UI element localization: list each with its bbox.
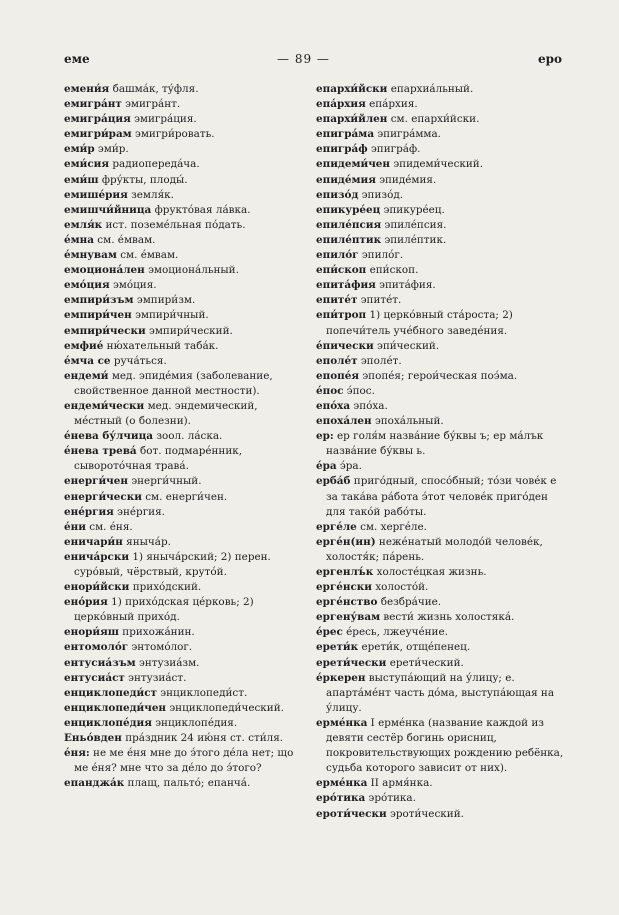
entry-headword: еми́р [64,143,95,156]
dictionary-entry [64,580,308,595]
left-guide-word: еме [64,52,90,66]
entry-headword: ер: [316,430,334,443]
dictionary-entry [316,127,570,142]
dictionary-entry [64,776,308,791]
entry-translation: пра́здник 24 ию́ня ст. сти́ля. [125,732,284,745]
entry-translation: безбра́чие. [380,596,442,609]
dictionary-entry [316,248,570,263]
entry-headword: ено́рия [64,596,108,609]
entry-translation: эпикуре́ец. [383,203,445,216]
right-column [316,82,570,822]
dictionary-entry [316,520,570,535]
entry-headword: ентусиа́ст [64,671,125,684]
entry-headword: ерети́к [316,641,359,654]
entry-translation: I ерме́нка (название каждой из девяти сестёр богинь орисниц, покровительствующих рождению ребёнка, судьба которого зависит от них). [326,716,564,775]
entry-headword: еничáрски [64,550,130,563]
entry-headword: епи́троп [316,309,367,322]
entry-headword: е́нева бу́лчица [64,430,154,443]
entry-translation: зоол. ла́ска. [156,430,223,443]
entry-headword: епопе́я [316,369,360,382]
dictionary-entry [64,188,308,203]
entry-translation: прихо́дский. [132,581,202,594]
right-guide-word: еро [538,52,563,66]
dictionary-entry [64,671,308,686]
entry-translation: эполе́т. [360,354,402,367]
entry-headword: енори́яш [64,626,119,639]
entry-headword: енциклопеди́чен [64,701,167,714]
entry-headword: е́мча се [64,354,111,367]
dictionary-entry [316,640,570,655]
entry-translation: епа́рхия. [369,98,418,111]
entry-translation: е́ресь, лжеуче́ние. [346,626,448,639]
entry-headword: ерме́нка [316,716,368,729]
dictionary-entry [316,263,570,278]
dictionary-entry [64,656,308,671]
entry-translation: мед. эпиде́мия (заболевание, свойственное данной местности). [74,369,273,397]
entry-headword: емпири́зъм [64,294,134,307]
entry-translation: см. епархи́йски. [390,113,480,126]
entry-translation: башма́к, ту́фля. [112,83,199,95]
entry-translation: плащ, пальто́; епанча́. [127,777,251,790]
dictionary-entry [64,399,308,429]
dictionary-entry [64,716,308,731]
entry-headword: емля́к [64,218,103,231]
entry-headword: епиде́мия [316,173,376,186]
entry-headword: епанджа́к [64,777,125,790]
dictionary-entry [316,535,570,565]
entry-headword: е́рес [316,626,343,639]
dictionary-entry [64,505,308,520]
entry-translation: эмпири́ческий. [149,324,233,337]
entry-headword: емпири́чен [64,309,132,322]
entry-headword: ерге́нство [316,596,378,609]
entry-headword: Еньо́вден [64,732,122,745]
entry-translation: энтомо́лог. [131,641,193,654]
entry-translation: эпита́фия. [379,279,436,292]
entry-translation: мед. эндемический, ме́стный (о болезни). [74,399,258,428]
entry-translation: эпи́ческий. [377,339,440,352]
entry-translation: ист. поземе́льная по́дать. [105,218,246,231]
dictionary-entry [64,746,308,776]
entry-headword: е́мна [64,233,94,246]
dictionary-entry [64,731,308,746]
dictionary-entry [316,173,570,188]
dictionary-entry [316,791,570,806]
dictionary-entry [316,429,570,459]
entry-headword: епигра́ма [316,128,375,141]
dictionary-entry [64,248,308,263]
entry-translation: энтузиа́зм. [139,656,200,669]
dictionary-entry [64,595,308,625]
dictionary-entry [64,429,308,444]
entry-headword: енциклопеди́ст [64,686,157,699]
entry-headword: епикуре́ец [316,203,381,216]
dictionary-entry [316,716,570,776]
dictionary-entry [64,218,308,233]
dictionary-entry [316,188,570,203]
entry-headword: ерге́н(ин) [316,535,376,548]
entry-translation: э́пос. [346,384,375,397]
dictionary-entry [316,142,570,157]
dictionary-entry [316,671,570,716]
entry-headword: емоциона́лен [64,264,145,277]
entry-headword: емфие́ [64,339,104,352]
entry-translation: епархиа́льный. [390,83,474,95]
entry-headword: еро́тика [316,792,366,805]
page-header [0,52,619,70]
entry-translation: см. е́мвам. [120,249,179,262]
dictionary-entry [64,263,308,278]
entry-translation: ерети́ческий. [389,656,464,669]
entry-translation: эне́ргия. [117,505,165,518]
entry-headword: епи́скоп [316,264,367,277]
entry-headword: еми́ш [64,173,99,186]
dictionary-entry [64,369,308,399]
dictionary-entry [316,565,570,580]
dictionary-entry [316,776,570,791]
entry-headword: енциклопе́дия [64,716,152,729]
entry-translation: ерети́к, отще́пенец. [361,641,471,654]
dictionary-entry [64,127,308,142]
entry-translation: прихожа́нин. [122,626,195,639]
dictionary-entry [64,490,308,505]
entry-headword: ене́ргия [64,505,114,518]
entry-translation: эпизо́д. [361,188,404,201]
entry-headword: епархи́йлен [316,113,388,126]
entry-translation: эмигра́нт. [125,98,181,111]
entry-translation: холосте́цкая жизнь. [376,566,487,578]
dictionary-entry [316,218,570,233]
entry-translation: 1) янычáрский; 2) перен. суро́вый, чёрствый, круто́й. [74,550,271,578]
entry-translation: ню́хательный таба́к. [106,339,219,352]
dictionary-entry [316,293,570,308]
entry-headword: е́ня: [64,747,90,760]
left-column [64,82,308,791]
entry-translation: эмпири́зм. [136,294,196,307]
dictionary-entry [316,384,570,399]
entry-translation: руча́ться. [113,354,167,367]
entry-headword: ерге́нски [316,581,372,594]
entry-translation: эпигра́ф. [370,143,421,156]
dictionary-entry [316,580,570,595]
dictionary-entry [316,369,570,384]
entry-translation: см. херге́ле. [360,520,427,533]
dictionary-entry [64,444,308,474]
entry-translation: 1) прихо́дская це́рковь; 2) церко́вный прихо́д. [74,596,254,624]
entry-translation: вести́ жизнь холостяка́. [383,611,515,624]
entry-translation: энциклопе́дия. [155,716,238,729]
entry-translation: э́ра. [339,460,362,473]
entry-headword: епиле́псия [316,218,382,231]
entry-translation: приго́дный, спосо́бный; то́зи чове́к е за така́ва ра́бота э́тот челове́к приго́ден для тако́й рабо́ты. [326,475,557,518]
entry-translation: эмигра́ция. [134,113,197,126]
entry-headword: епизо́д [316,188,359,201]
entry-headword: ерба́б [316,475,351,488]
dictionary-entry [316,625,570,640]
entry-translation: эпопе́я; герои́ческая поэ́ма. [362,369,518,382]
entry-headword: еми́сия [64,158,110,171]
dictionary-entry [316,414,570,429]
entry-headword: емигра́нт [64,98,122,111]
entry-translation: эроти́ческий. [390,807,464,820]
entry-headword: епоха́лен [316,415,372,428]
entry-headword: емо́ция [64,279,110,292]
dictionary-entry [64,278,308,293]
entry-translation: фрукто́вая ла́вка. [154,203,251,216]
entry-headword: ергенлъ́к [316,566,374,578]
entry-translation: эпоха́льный. [374,415,444,428]
dictionary-entry [316,112,570,127]
dictionary-entry [64,308,308,323]
entry-translation: II армя́нка. [370,777,433,790]
entry-translation: бот. подмаре́нник, сыворото́чная трава́. [74,445,243,473]
dictionary-entry [64,701,308,716]
entry-headword: е́пос [316,384,344,397]
entry-headword: емени́я [64,83,110,95]
entry-translation: энциклопеди́ст. [160,686,248,699]
entry-headword: епита́фия [316,279,376,292]
dictionary-entry [64,339,308,354]
dictionary-entry [316,595,570,610]
entry-headword: ерети́чески [316,656,387,669]
entry-translation: энтузиа́ст. [128,671,187,684]
entry-translation: холосто́й. [375,581,429,594]
entry-translation: эпидеми́ческий. [393,158,484,171]
dictionary-entry [64,640,308,655]
entry-headword: ерге́ле [316,520,357,533]
entry-headword: е́ра [316,460,337,473]
dictionary-entry [64,157,308,172]
entry-translation: эпиле́птик. [384,233,447,246]
entry-translation: эпо́ха. [353,399,388,412]
dictionary-entry [316,399,570,414]
dictionary-entry [64,112,308,127]
dictionary-entry [64,520,308,535]
dictionary-entry [64,97,308,112]
entry-translation: земля́к. [131,188,174,201]
entry-headword: еполе́т [316,354,358,367]
entry-translation: см. енерги́чен. [145,490,228,503]
dictionary-entry [64,324,308,339]
entry-headword: емише́рия [64,188,128,201]
entry-translation: янычáр. [126,535,171,548]
entry-translation: эпиле́псия. [384,218,447,231]
entry-headword: емигра́ция [64,113,131,126]
dictionary-entry [316,278,570,293]
dictionary-entry [64,293,308,308]
dictionary-entry [316,82,570,97]
dictionary-entry [316,97,570,112]
entry-headword: емишчи́йница [64,203,152,216]
entry-headword: емпири́чески [64,324,146,337]
entry-headword: епа́рхия [316,98,366,111]
dictionary-entry [64,173,308,188]
dictionary-entry [64,474,308,489]
dictionary-entry [316,157,570,172]
dictionary-entry [64,142,308,157]
dictionary-entry [316,233,570,248]
entry-translation: эмоциона́льный. [148,264,239,277]
entry-translation: фру́кты, плоды́. [101,173,188,186]
entry-translation: эмигри́ровать. [135,128,215,141]
entry-translation: неже́натый молодо́й челове́к, холостя́к; па́рень. [326,535,543,563]
entry-headword: енори́йски [64,581,130,594]
entry-headword: епите́т [316,294,358,307]
entry-headword: ерме́нка [316,777,368,790]
entry-headword: ендеми́чески [64,399,145,412]
dictionary-entry [316,203,570,218]
dictionary-entry [64,233,308,248]
dictionary-entry [316,474,570,519]
entry-translation: энерги́чный. [131,475,202,488]
dictionary-entry [64,203,308,218]
entry-headword: епигра́ф [316,143,368,156]
entry-headword: еничари́н [64,535,123,548]
entry-headword: е́мнувам [64,249,117,262]
entry-translation: ер голя́м назва́ние бу́квы ъ; ер ма́лък назва́ние бу́квы ь. [326,430,544,458]
dictionary-entry [316,656,570,671]
dictionary-entry [316,807,570,822]
entry-headword: е́нева трева́ [64,445,137,458]
entry-headword: ероти́чески [316,807,387,820]
dictionary-entry [64,686,308,701]
entry-headword: епиле́птик [316,233,382,246]
entry-translation: эпиде́мия. [379,173,437,186]
dictionary-entry [316,459,570,474]
entry-translation: не ме е́ня мне до э́того де́ла нет; що ме е́ня? мне что за де́ло до э́того? [74,747,294,775]
entry-translation: эми́р. [97,143,129,156]
entry-headword: емигри́рам [64,128,132,141]
dictionary-entry [316,308,570,338]
entry-translation: энциклопеди́ческий. [169,701,284,714]
dictionary-entry [64,535,308,550]
entry-translation: см. е́мвам. [97,233,156,246]
entry-headword: ентусиа́зъм [64,656,136,669]
dictionary-entry [64,550,308,580]
dictionary-entry [64,82,308,97]
entry-headword: ендеми́ [64,369,109,382]
entry-translation: эпите́т. [360,294,402,307]
entry-headword: епархи́йски [316,83,388,95]
entry-translation: выступа́ющий на у́лицу; е. апарта́ме́нт часть до́ма, выступа́ющая на у́лицу. [326,671,555,714]
entry-translation: эпило́г. [361,249,404,262]
entry-headword: епо́ха [316,399,351,412]
dictionary-entry [316,339,570,354]
dictionary-entry [316,354,570,369]
entry-translation: эмпири́чный. [135,309,209,322]
entry-translation: эпигра́мма. [377,128,441,141]
entry-headword: енерги́чен [64,475,128,488]
entry-translation: эмо́ция. [112,279,157,292]
entry-headword: ентомоло́г [64,641,129,654]
entry-headword: е́пически [316,339,374,352]
entry-translation: эро́тика. [368,792,416,805]
dictionary-entry [64,625,308,640]
entry-translation: 1) церко́вный ста́роста; 2) попечи́тель уче́бного заведе́ния. [326,309,513,337]
entry-translation: см. е́ня. [89,520,133,533]
entry-headword: енерги́чески [64,490,142,503]
entry-headword: е́ни [64,520,86,533]
entry-headword: ергену́вам [316,611,381,624]
entry-translation: епи́скоп. [369,264,419,277]
entry-headword: е́ркерен [316,671,366,684]
entry-headword: епило́г [316,249,359,262]
dictionary-entry [316,610,570,625]
page-number: — 89 — [277,52,330,66]
entry-translation: радиопереда́ча. [112,158,200,171]
entry-headword: епидеми́чен [316,158,391,171]
dictionary-entry [64,354,308,369]
